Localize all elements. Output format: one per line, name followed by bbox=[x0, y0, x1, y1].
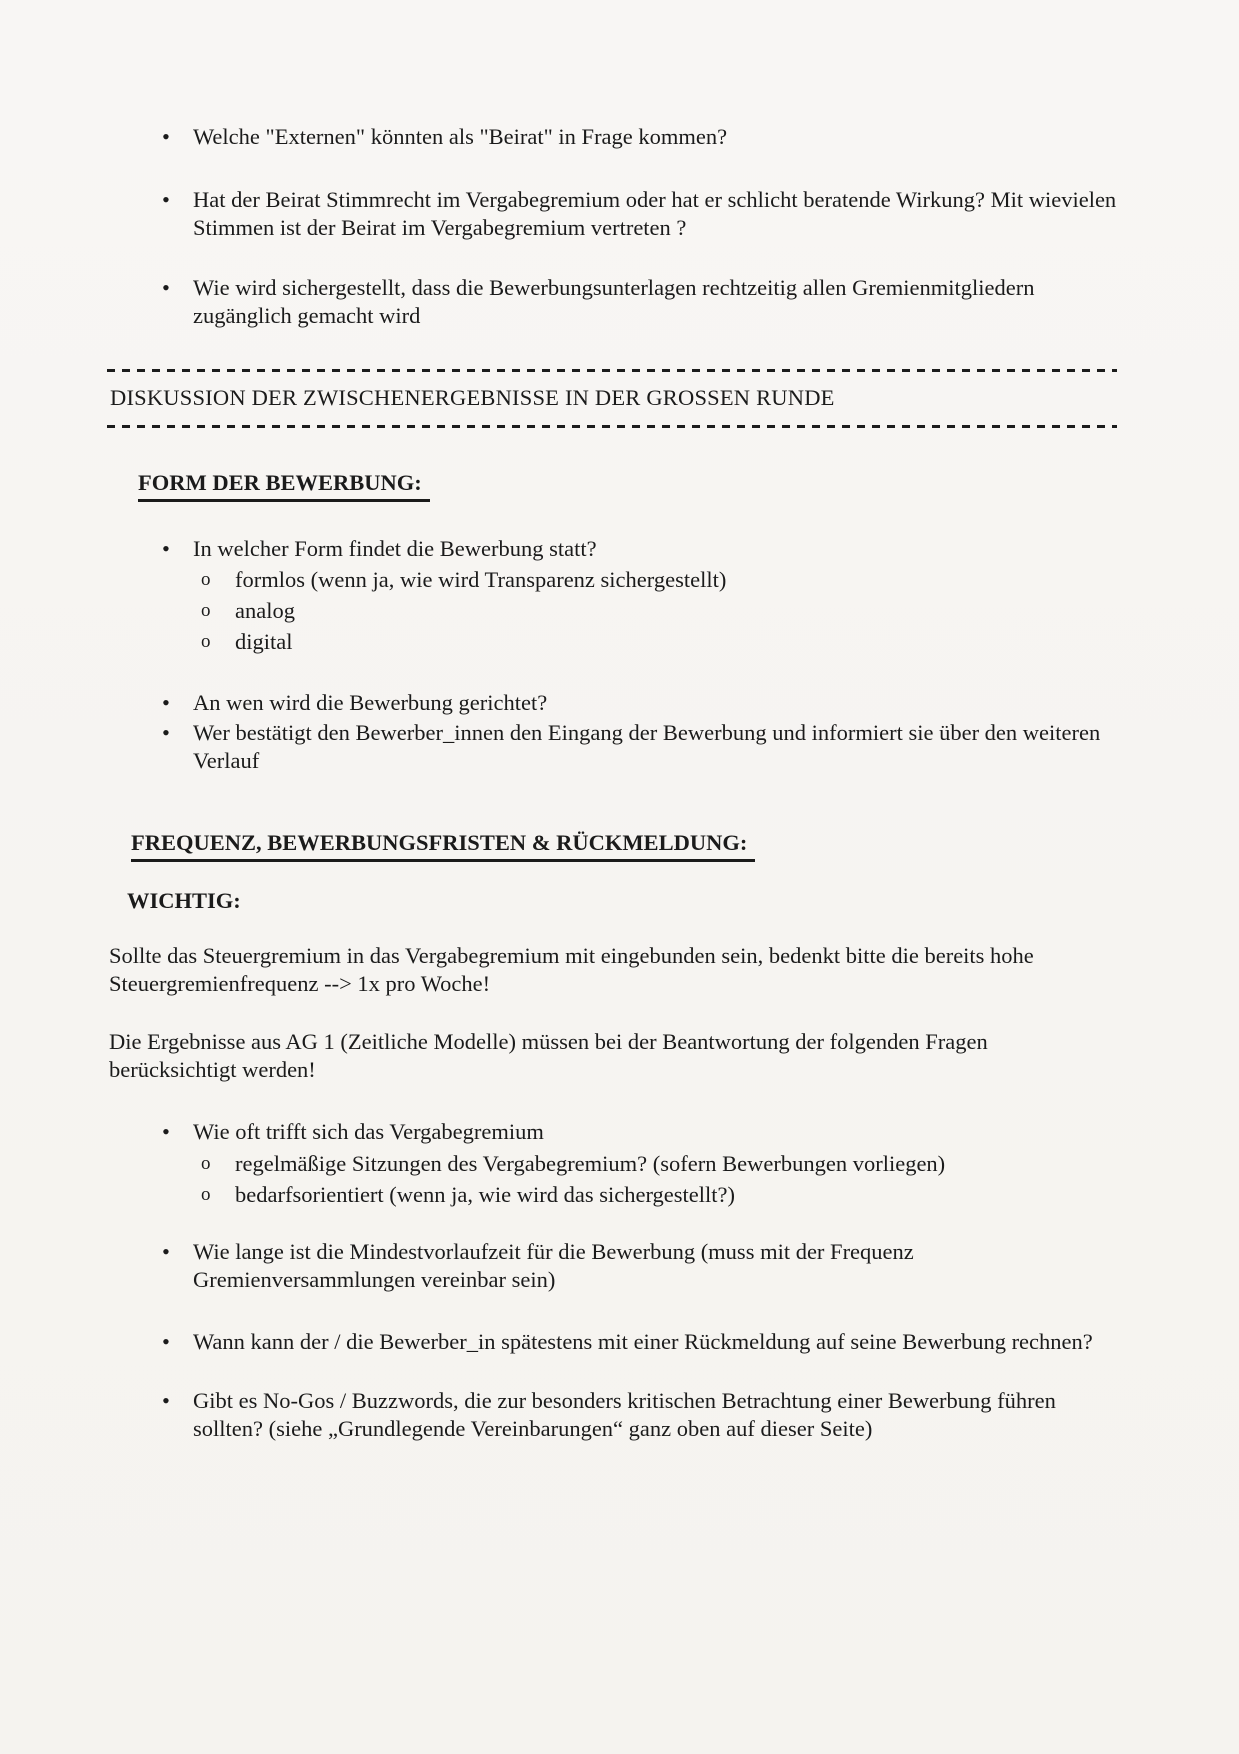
sub-bullet-item bbox=[107, 1150, 1119, 1178]
bullet-text: Hat der Beirat Stimmrecht im Vergabegremium oder hat er schlicht beratende Wirkung? Mit wievielen Stimmen ist der Beirat im Vergabegremium vertreten ? bbox=[193, 187, 1117, 240]
sub-bullet-text: bedarfsorientiert (wenn ja, wie wird das sichergestellt?) bbox=[235, 1182, 736, 1207]
bullet-marker: • bbox=[162, 124, 170, 149]
bullet-item bbox=[107, 1238, 1119, 1294]
sub-bullet-text: regelmäßige Sitzungen des Vergabegremium? (sofern Bewerbungen vorliegen) bbox=[235, 1151, 946, 1176]
section-heading-row bbox=[131, 829, 1119, 862]
sub-bullet-text: analog bbox=[235, 598, 295, 623]
bullet-marker: • bbox=[162, 536, 170, 561]
bullet-item bbox=[107, 719, 1119, 775]
bullet-text: An wen wird die Bewerbung gerichtet? bbox=[193, 690, 548, 715]
bullet-item bbox=[107, 1118, 1119, 1146]
bullet-item bbox=[107, 535, 1119, 563]
bullet-item bbox=[107, 689, 1119, 717]
bullet-marker: • bbox=[162, 275, 170, 300]
bullet-marker: • bbox=[162, 1388, 170, 1413]
bullet-marker: • bbox=[162, 690, 170, 715]
bullet-marker: • bbox=[162, 1239, 170, 1264]
dashed-divider bbox=[107, 425, 1117, 428]
sub-bullet-item bbox=[107, 1181, 1119, 1209]
sub-bullet-text: digital bbox=[235, 629, 293, 654]
bullet-text: Wie oft trifft sich das Vergabegremium bbox=[193, 1119, 544, 1144]
document-content bbox=[107, 0, 1119, 1443]
bullet-text: Wer bestätigt den Bewerber_innen den Eingang der Bewerbung und informiert sie über den weiteren Verlauf bbox=[193, 720, 1101, 773]
sub-bullet-item bbox=[107, 628, 1119, 656]
note-paragraph: Die Ergebnisse aus AG 1 (Zeitliche Modelle) müssen bei der Beantwortung der folgenden Fragen berücksichtigt werden! bbox=[109, 1029, 988, 1082]
bullet-item bbox=[107, 274, 1119, 330]
sub-bullet-item bbox=[107, 566, 1119, 594]
bullet-marker: • bbox=[162, 1329, 170, 1354]
bullet-text: In welcher Form findet die Bewerbung statt? bbox=[193, 536, 597, 561]
bullet-text: Gibt es No-Gos / Buzzwords, die zur besonders kritischen Betrachtung einer Bewerbung führen sollten? (siehe „Grundlegende Vereinbarungen“ ganz oben auf dieser Seite) bbox=[193, 1388, 1056, 1441]
bullet-text: Welche "Externen" könnten als "Beirat" in Frage kommen? bbox=[193, 124, 728, 149]
bullet-marker: • bbox=[162, 1119, 170, 1144]
note-paragraph: Sollte das Steuergremium in das Vergabegremium mit eingebunden sein, bedenkt bitte die bereits hohe Steuergremienfrequenz --> 1x pro Woche! bbox=[109, 943, 1034, 996]
bullet-marker: • bbox=[162, 187, 170, 212]
bullet-text: Wie wird sichergestellt, dass die Bewerbungsunterlagen rechtzeitig allen Gremienmitgliedern zugänglich gemacht wird bbox=[193, 275, 1035, 328]
bullet-marker: • bbox=[162, 720, 170, 745]
form-section-heading: FORM DER BEWERBUNG: bbox=[138, 469, 430, 502]
sub-bullet-marker: o bbox=[201, 1184, 211, 1205]
bullet-item bbox=[107, 1328, 1119, 1356]
dashed-divider bbox=[107, 369, 1117, 372]
sub-bullet-text: formlos (wenn ja, wie wird Transparenz sichergestellt) bbox=[235, 567, 727, 592]
sub-bullet-marker: o bbox=[201, 1153, 211, 1174]
important-label: WICHTIG: bbox=[127, 888, 241, 913]
sub-bullet-marker: o bbox=[201, 631, 211, 652]
bullet-item bbox=[107, 123, 1119, 151]
bullet-item bbox=[107, 1387, 1119, 1443]
sub-bullet-marker: o bbox=[201, 569, 211, 590]
section-heading-row bbox=[138, 469, 1119, 502]
sub-bullet-marker: o bbox=[201, 600, 211, 621]
sub-bullet-item bbox=[107, 597, 1119, 625]
bullet-text: Wann kann der / die Bewerber_in spätestens mit einer Rückmeldung auf seine Bewerbung rechnen? bbox=[193, 1329, 1093, 1354]
bullet-text: Wie lange ist die Mindestvorlaufzeit für die Bewerbung (muss mit der Frequenz Gremienversammlungen vereinbar sein) bbox=[193, 1239, 914, 1292]
discussion-banner-title: DISKUSSION DER ZWISCHENERGEBNISSE IN DER GROSSEN RUNDE bbox=[110, 385, 835, 410]
bullet-item bbox=[107, 186, 1119, 242]
frequency-section-heading: FREQUENZ, BEWERBUNGSFRISTEN & RÜCKMELDUNG: bbox=[131, 829, 755, 862]
